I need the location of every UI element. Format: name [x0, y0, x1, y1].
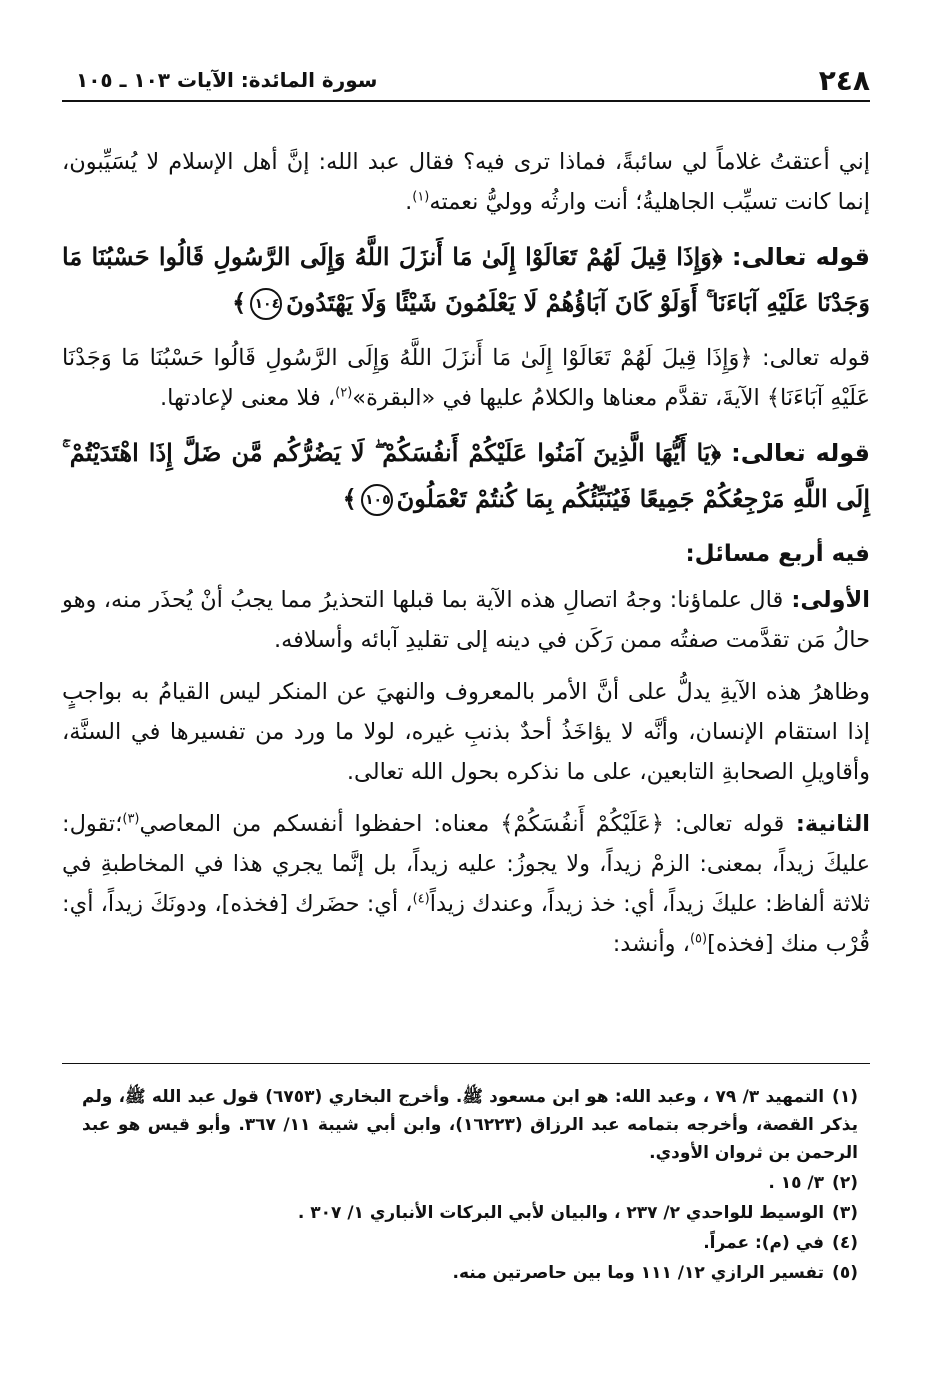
paragraph-5-text-3: ؛تقول: عليكَ زيداً، بمعنى: الزمْ زيداً، ولا يجوزُ: عليه زيداً، بل إنَّما يجري هذا في المخاطبةِ في ثلاثة ألفاظ: عليكَ زيداً، أي: خذ زيداً، وعندك زيداً — [62, 811, 870, 917]
footnote-ref-5[interactable]: (٥) — [689, 931, 708, 947]
footnote-2-text: ٣/ ١٥ . — [768, 1173, 825, 1193]
paragraph-5 — [62, 804, 870, 964]
paragraph-1-end: . — [405, 189, 413, 215]
paragraph-4 — [62, 672, 870, 792]
footnote-ref-1[interactable]: (١) — [412, 189, 430, 205]
verse-105-text: يَا أَيُّهَا الَّذِينَ آمَنُوا عَلَيْكُمْ أَنفُسَكُمْ ۖ لَا يَضُرُّكُم مَّن ضَلَّ إِذَا اهْتَدَيْتُمْ ۚ إِلَى اللَّهِ مَرْجِعُكُمْ جَمِيعًا فَيُنَبِّئُكُم بِمَا كُنتُمْ تَعْمَلُونَ — [62, 438, 870, 513]
page-number: ٢٤٨ — [818, 64, 870, 97]
paragraph-2-end: ، فلا معنى لإعادتها. — [160, 385, 336, 411]
footnote-rule — [62, 1063, 870, 1064]
paragraph-5-text-4: ، أي: حضَرك [فخذه]، ودونَكَ زيداً، أي: قُرْب منك [فخذه] — [62, 891, 870, 957]
footnote-4-text: في (م): عمراً. — [703, 1233, 825, 1253]
footnote-3-number: (٣) — [832, 1203, 858, 1223]
verse-104-lead: قوله تعالى: — [722, 243, 871, 271]
verse-104-block — [62, 234, 870, 326]
section-heading: فيه أربع مسائل: — [685, 541, 870, 567]
paragraph-3 — [62, 580, 870, 660]
footnote-2 — [82, 1169, 858, 1197]
footnote-ref-3[interactable]: (٣) — [122, 811, 140, 827]
book-page — [62, 58, 870, 1358]
footnote-3 — [82, 1199, 858, 1227]
verse-105-lead: قوله تعالى: — [721, 439, 870, 467]
running-title: سورة المائدة: الآيات ١٠٣ ـ ١٠٥ — [76, 68, 378, 92]
paragraph-3-lead: الأولى: — [783, 587, 871, 613]
paragraph-3-text: قال علماؤنا: وجهُ اتصالِ هذه الآية بما قبلها التحذيرُ مما يجبُ أنْ يُحذَر منه، وهو حالُ مَن تقدَّمت صفتُه ممن رَكَن في دينه إلى تقليدِ آبائه وأسلافه. — [62, 587, 870, 653]
verse-104-text: وَإِذَا قِيلَ لَهُمْ تَعَالَوْا إِلَىٰ مَا أَنزَلَ اللَّهُ وَإِلَى الرَّسُولِ قَالُوا حَسْبُنَا مَا وَجَدْنَا عَلَيْهِ آبَاءَنَا ۚ أَوَلَوْ كَانَ آبَاؤُهُمْ لَا يَعْلَمُونَ شَيْئًا وَلَا يَهْتَدُونَ — [62, 242, 870, 317]
footnote-4 — [82, 1229, 858, 1257]
paragraph-1 — [62, 142, 870, 222]
page-header — [62, 58, 870, 100]
footnote-5 — [82, 1259, 858, 1287]
footnote-5-number: (٥) — [832, 1263, 858, 1283]
paragraph-2-text: الآيةَ، تقدَّم معناها والكلامُ عليها في «البقرة» — [352, 385, 767, 411]
footnote-1-number: (١) — [832, 1087, 858, 1107]
ayah-number-104: ١٠٤ — [250, 288, 282, 320]
verse-104-close-bracket: ﴾ — [232, 288, 247, 317]
footnotes — [82, 1083, 858, 1289]
paragraph-2 — [62, 338, 870, 418]
header-rule — [62, 100, 870, 102]
paragraph-5-text-1: قوله تعالى: — [663, 811, 785, 837]
paragraph-5-lead: الثانية: — [784, 811, 871, 837]
footnote-ref-4[interactable]: (٤) — [412, 891, 430, 907]
verse-105-open-bracket: ﴿ — [710, 438, 722, 467]
footnote-4-number: (٤) — [832, 1233, 858, 1253]
ayah-number-105: ١٠٥ — [361, 484, 393, 516]
paragraph-1-text: إني أعتقتُ غلاماً لي سائبةً، فماذا ترى فيه؟ فقال عبد الله: إنَّ أهل الإسلام لا يُسَيِّبون، إنما كانت تسيِّب الجاهليةُ؛ أنت وارثُه ووليُّ نعمته — [62, 149, 870, 215]
footnote-2-number: (٢) — [832, 1173, 858, 1193]
paragraph-5-quote: ﴿عَلَيْكُمْ أَنفُسَكُمْ﴾ — [500, 811, 664, 837]
footnote-5-text: تفسير الرازي ١٢/ ١١١ وما بين حاصرتين منه. — [452, 1263, 825, 1283]
paragraph-2-lead: قوله تعالى: — [752, 345, 871, 371]
footnote-ref-2[interactable]: (٢) — [335, 385, 353, 401]
footnote-1 — [82, 1083, 858, 1167]
paragraph-2-quote: ﴿وَإِذَا قِيلَ لَهُمْ تَعَالَوْا إِلَىٰ مَا أَنزَلَ اللَّهُ وَإِلَى الرَّسُولِ قَالُوا حَسْبُنَا مَا وَجَدْنَا عَلَيْهِ آبَاءَنَا﴾ — [62, 345, 870, 411]
verse-105-close-bracket: ﴾ — [342, 484, 357, 513]
verse-105-block — [62, 430, 870, 522]
paragraph-4-text: وظاهرُ هذه الآيةِ يدلُّ على أنَّ الأمر بالمعروف والنهيَ عن المنكر ليس القيامُ به بواجبٍ إذا استقام الإنسان، وأنَّه لا يؤاخَذُ أحدٌ بذنبِ غيره، لولا ما ورد من تفسيرها في السنَّة، وأقاويلِ الصحابةِ التابعين، على ما نذكره بحول الله تعالى. — [62, 679, 870, 785]
verse-104-open-bracket: ﴿ — [711, 242, 723, 271]
page-body — [62, 142, 870, 976]
paragraph-5-text-5: ، وأنشد: — [612, 931, 690, 957]
footnote-3-text: الوسيط للواحدي ٢/ ٢٣٧ ، والبيان لأبي البركات الأنباري ١/ ٣٠٧ . — [297, 1203, 825, 1223]
footnote-1-text: التمهيد ٣/ ٧٩ ، وعبد الله: هو ابن مسعود ﷺ. وأخرج البخاري (٦٧٥٣) قول عبد الله ﷺ، ولم يذكر القصة، وأخرجه بتمامه عبد الرزاق (١٦٢٢٣)، وابن أبي شيبة ١١/ ٣٦٧. وأبو قيس هو عبد الرحمن بن ثروان الأودي. — [82, 1087, 858, 1163]
paragraph-5-text-2: معناه: احفظوا أنفسكم من المعاصي — [139, 811, 501, 837]
